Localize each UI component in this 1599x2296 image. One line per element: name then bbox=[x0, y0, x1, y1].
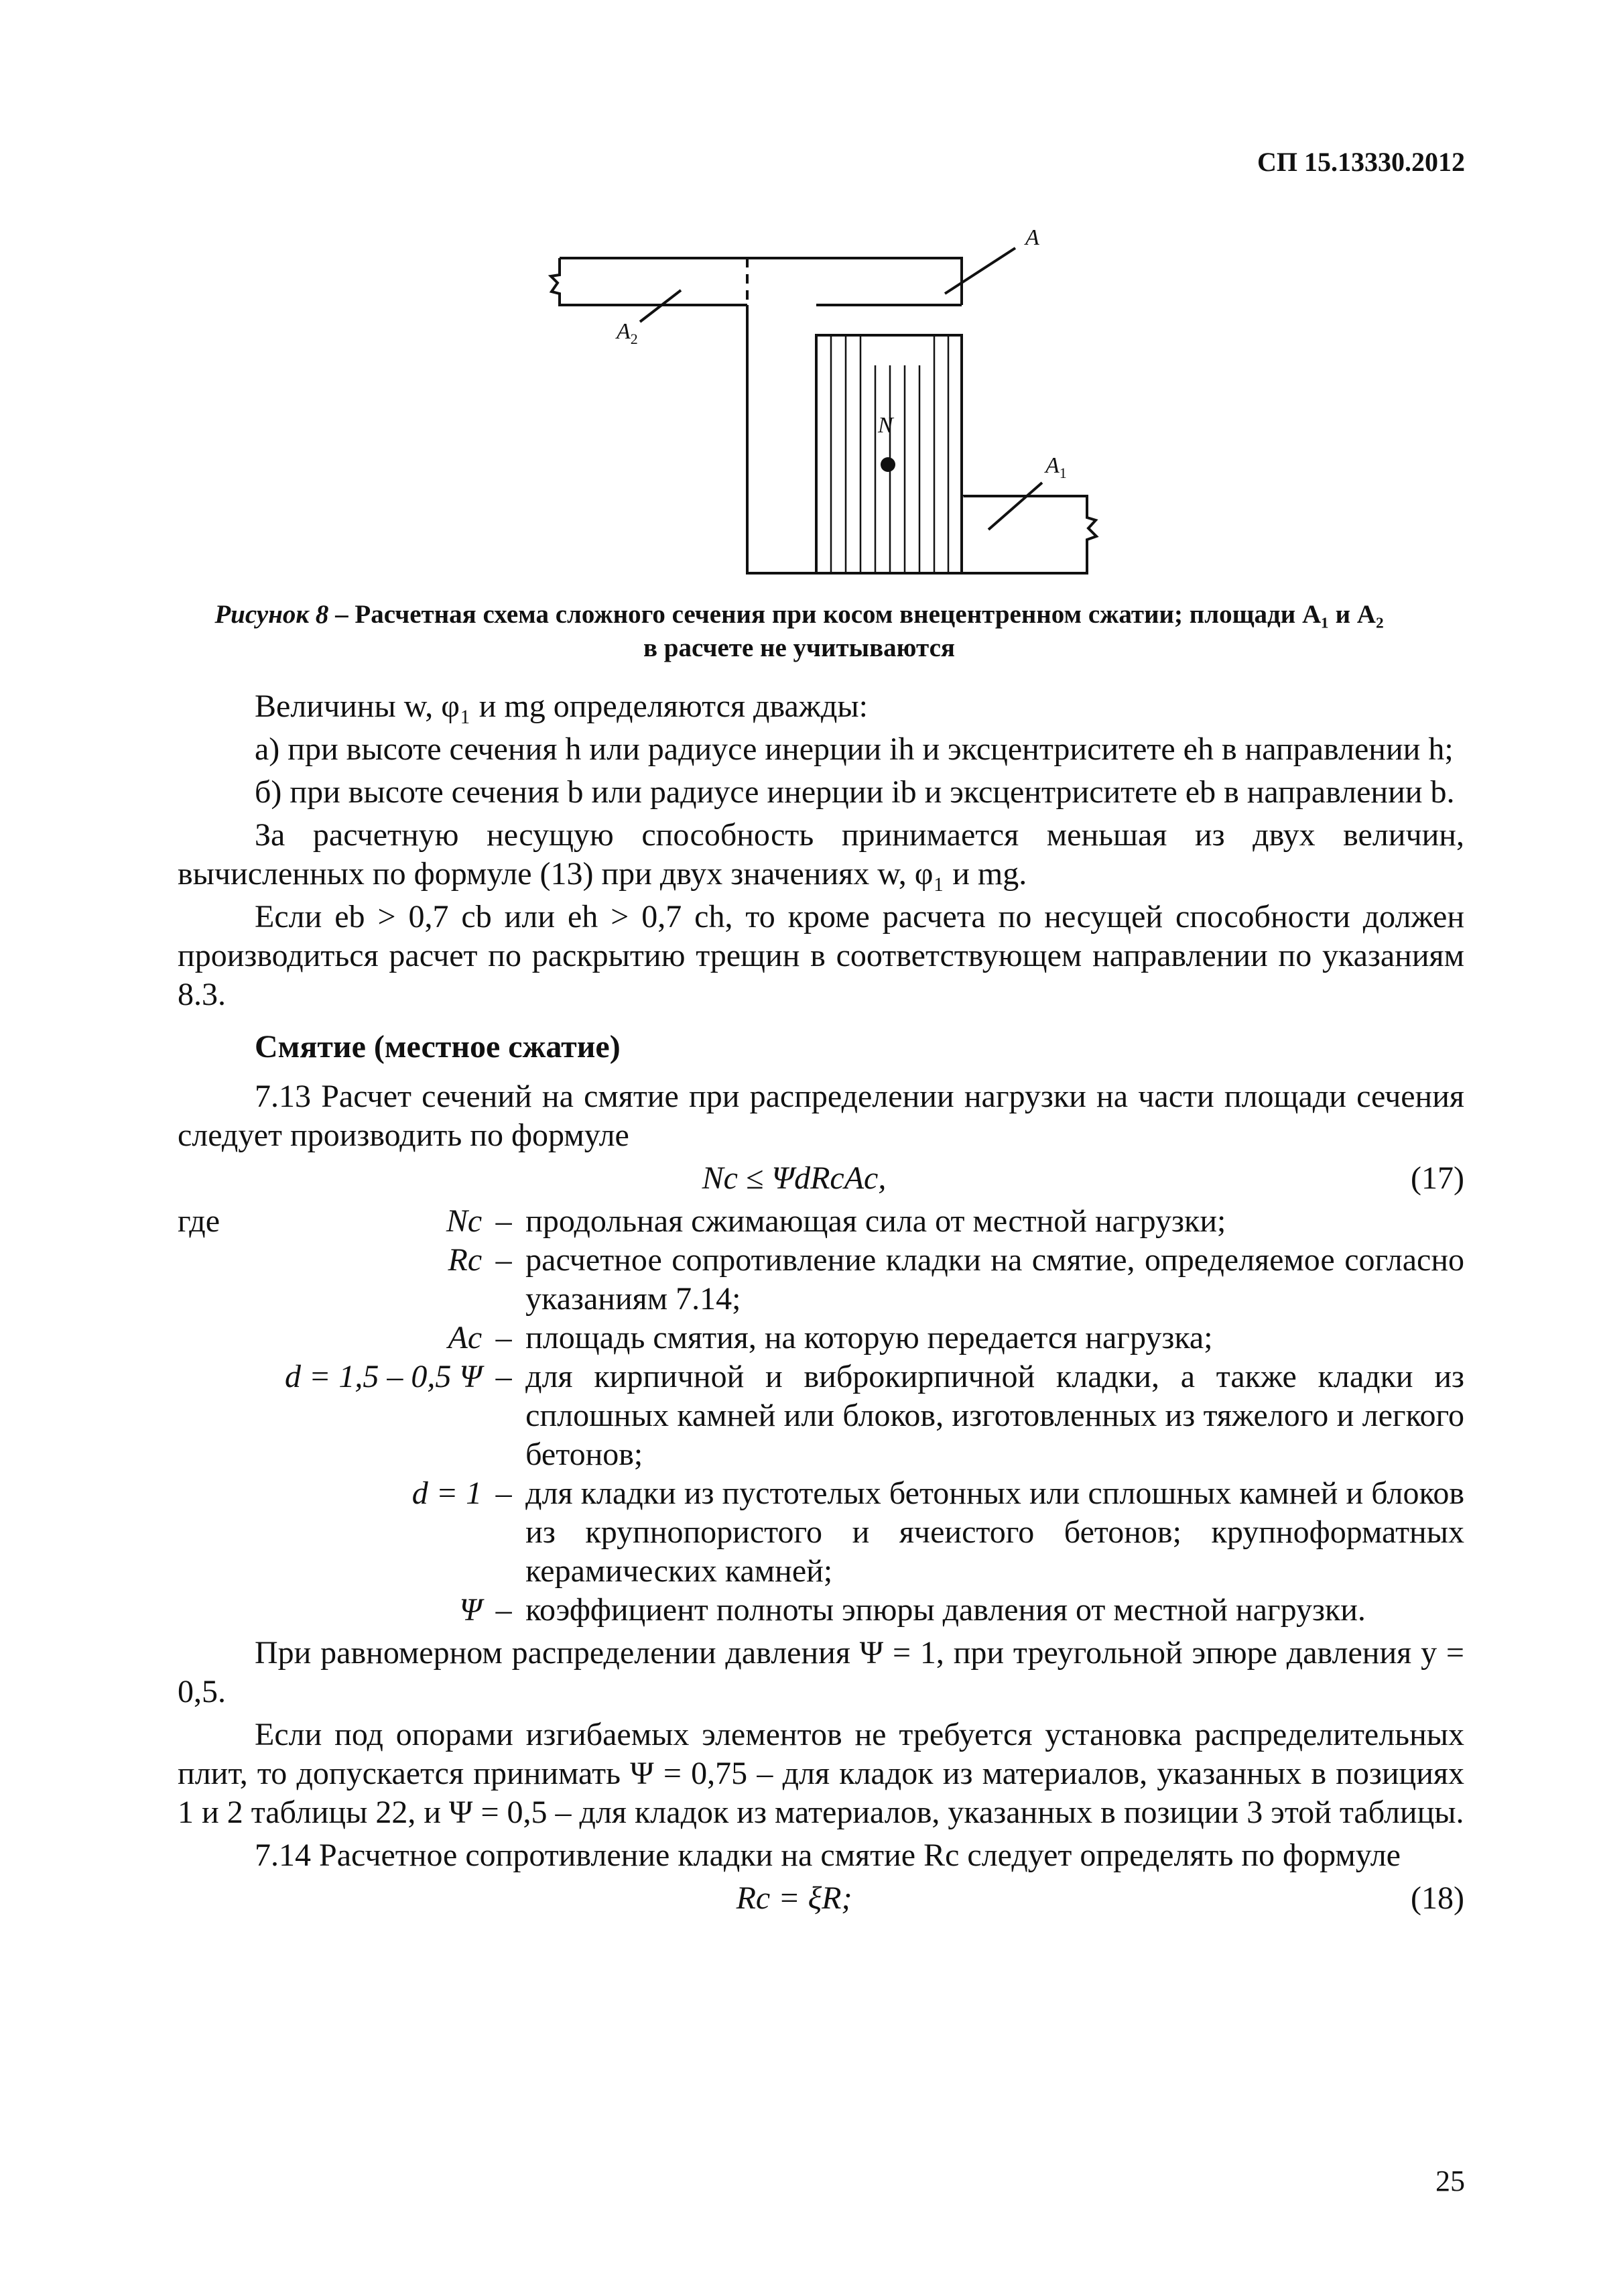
symbol: Nc bbox=[446, 1203, 483, 1239]
symbol: Ψ bbox=[459, 1592, 483, 1628]
paragraph: При равномерном распределении давления Ψ = 1, при треугольной эпюре давления у = 0,5. bbox=[178, 1635, 1464, 1709]
page-number: 25 bbox=[1435, 2165, 1465, 2197]
formula-17 bbox=[178, 1159, 1464, 1198]
caption-line1: Расчетная схема сложного сечения при косом внецентренном сжатии; площади A₁ и A₂ bbox=[355, 600, 1384, 629]
label-a1: $A_1$ bbox=[1045, 453, 1067, 481]
definition: для кирпичной и виброкирпичной кладки, а также кладки из сплошных камней или блоков, изготовленных из тяжелого и легкого бетонов; bbox=[525, 1359, 1464, 1472]
leader-a1 bbox=[988, 483, 1042, 530]
main-text bbox=[178, 687, 1464, 1922]
figure-caption: Рисунок 8 – Расчетная схема сложного сечения при косом внецентренном сжатии; площади A₁ и A₂ в расчете не учитываются bbox=[134, 598, 1464, 665]
formula-18 bbox=[178, 1879, 1464, 1918]
label-a: A bbox=[1025, 225, 1039, 250]
where-label: где bbox=[178, 1203, 220, 1239]
paragraph: За расчетную несущую способность принимается меньшая из двух величин, вычисленных по формуле (13) при двух значениях w, φ₁ и mg. bbox=[178, 817, 1464, 892]
formula-number: (18) bbox=[1411, 1880, 1464, 1916]
paragraph: б) при высоте сечения b или радиусе инерции ib и эксцентриситете eb в направлении b. bbox=[255, 774, 1455, 810]
definition: для кладки из пустотелых бетонных или сплошных камней и блоков из крупнопористого и ячеистого бетонов; крупноформатных керамических камней; bbox=[525, 1475, 1464, 1589]
load-point-n bbox=[881, 457, 895, 472]
definition: продольная сжимающая сила от местной нагрузки; bbox=[525, 1203, 1226, 1239]
caption-line2: в расчете не учитываются bbox=[643, 633, 956, 662]
paragraph: 7.13 Расчет сечений на смятие при распределении нагрузки на части площади сечения следует производить по формуле bbox=[178, 1079, 1464, 1153]
definition: коэффициент полноты эпюры давления от местной нагрузки. bbox=[525, 1592, 1366, 1628]
symbol: Rc bbox=[448, 1242, 483, 1278]
paragraph: Если eb > 0,7 cb или eh > 0,7 ch, то кроме расчета по несущей способности должен производиться расчет по раскрытию трещин в соответствующем направлении по указаниям 8.3. bbox=[178, 899, 1464, 1012]
formula-expression: Rc = ξR; bbox=[736, 1880, 852, 1916]
symbol: d = 1,5 – 0,5 Ψ bbox=[285, 1359, 483, 1394]
slab-a2-outline bbox=[551, 258, 747, 305]
slab-a1-outline bbox=[962, 496, 1096, 573]
section-heading: Смятие (местное сжатие) bbox=[255, 1029, 621, 1065]
caption-label: Рисунок 8 bbox=[214, 600, 329, 629]
formula-expression: Nc ≤ ΨdRcAc, bbox=[702, 1160, 887, 1196]
section-diagram bbox=[529, 221, 1133, 597]
label-a2: $A_2$ bbox=[617, 319, 638, 347]
symbol: Ac bbox=[448, 1320, 483, 1355]
formula-number: (17) bbox=[1411, 1160, 1464, 1196]
hatched-core bbox=[816, 335, 962, 573]
label-n: N bbox=[878, 413, 893, 438]
paragraph: 7.14 Расчетное сопротивление кладки на смятие Rc следует определять по формуле bbox=[255, 1837, 1401, 1873]
symbol-definitions: где Nc – продольная сжимающая сила от местной нагрузки; Rc – расчетное сопротивление кладки на смятие, определяемое согласно указаниям 7.14; Ac – площадь смятия, на которую передается нагрузка; d = 1,5 – 0,5 Ψ – для кирпичной и виброкирпичной кладки, а также кладки из сплошных камней или блоков, изготовленных из тяжелого и легкого бетонов; d = 1 – для кладки из пустотелых бетонных или сплошных камней и блоков из крупнопористого и ячеистого бетонов; крупноформатных керамических камней; Ψ – коэффициент полноты эпюры давления от местной нагрузки. bbox=[178, 1202, 1464, 1630]
definition: площадь смятия, на которую передается нагрузка; bbox=[525, 1320, 1213, 1355]
leader-a bbox=[945, 248, 1015, 294]
paragraph: Величины w, φ₁ и mg определяются дважды: bbox=[255, 688, 868, 724]
document-code-header: СП 15.13330.2012 bbox=[1257, 147, 1465, 177]
paragraph: Если под опорами изгибаемых элементов не требуется установка распределительных плит, то допускается принимать Ψ = 0,75 – для кладок из материалов, указанных в позициях 1 и 2 таблицы 22, и Ψ = 0,5 – для кладок из материалов, указанных в позиции 3 этой таблицы. bbox=[178, 1717, 1464, 1830]
symbol: d = 1 bbox=[411, 1475, 483, 1511]
paragraph: а) при высоте сечения h или радиусе инерции ih и эксцентриситете eh в направлении h; bbox=[255, 731, 1454, 767]
definition: расчетное сопротивление кладки на смятие, определяемое согласно указаниям 7.14; bbox=[525, 1242, 1464, 1317]
